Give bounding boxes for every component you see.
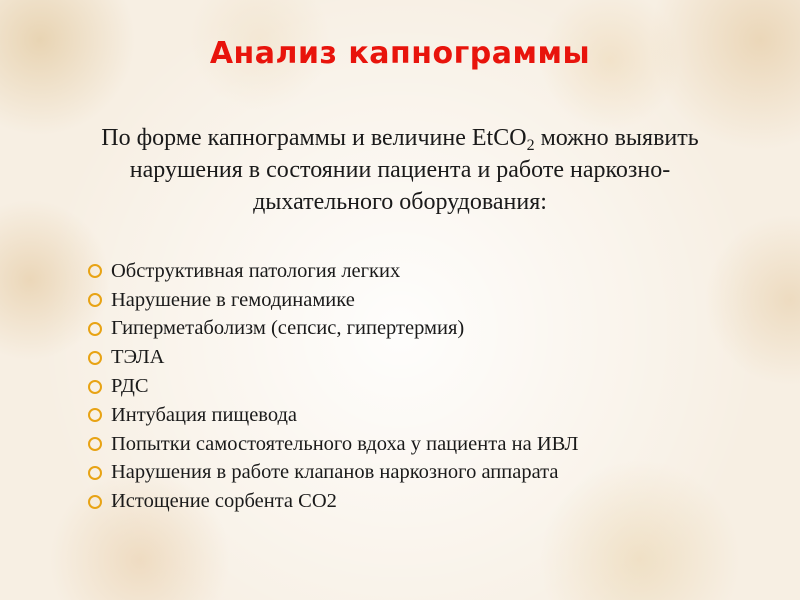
ring-bullet-icon (88, 466, 102, 480)
ring-bullet-icon (88, 408, 102, 422)
findings-list (88, 257, 768, 516)
list-item (88, 487, 768, 516)
intro-text-part2: можно выявить нарушения в состоянии пациента и работе наркозно-дыхательного оборудования: (129, 125, 699, 215)
list-item (88, 372, 768, 401)
list-item-text: Нарушение в гемодинамике (111, 288, 355, 311)
slide-title: Анализ капнограммы (209, 36, 591, 71)
list-item (88, 459, 768, 488)
list-item-text: РДС (111, 375, 149, 398)
ring-bullet-icon (88, 351, 102, 365)
list-item-text: Обструктивная патология легких (111, 259, 401, 282)
ring-bullet-icon (88, 380, 102, 394)
list-item-text: Истощение сорбента СО2 (111, 490, 337, 513)
ring-bullet-icon (88, 322, 102, 336)
intro-text-part1: По форме капнограммы и величине EtCO (101, 125, 527, 151)
list-item (88, 315, 768, 344)
list-item-text: Гиперметаболизм (сепсис, гипертермия) (111, 317, 465, 340)
intro-subscript: 2 (526, 137, 535, 154)
ring-bullet-icon (88, 437, 102, 451)
list-item (88, 286, 768, 315)
list-item (88, 257, 768, 286)
list-item (88, 401, 768, 430)
list-item-text: Интубация пищевода (111, 403, 298, 426)
list-item-text: ТЭЛА (111, 346, 165, 369)
list-item-text: Нарушения в работе клапанов наркозного аппарата (111, 461, 559, 484)
ring-bullet-icon (88, 293, 102, 307)
ring-bullet-icon (88, 495, 102, 509)
ring-bullet-icon (88, 264, 102, 278)
intro-paragraph (60, 122, 740, 218)
list-item (88, 430, 768, 459)
list-item (88, 343, 768, 372)
list-item-text: Попытки самостоятельного вдоха у пациента на ИВЛ (111, 432, 579, 455)
